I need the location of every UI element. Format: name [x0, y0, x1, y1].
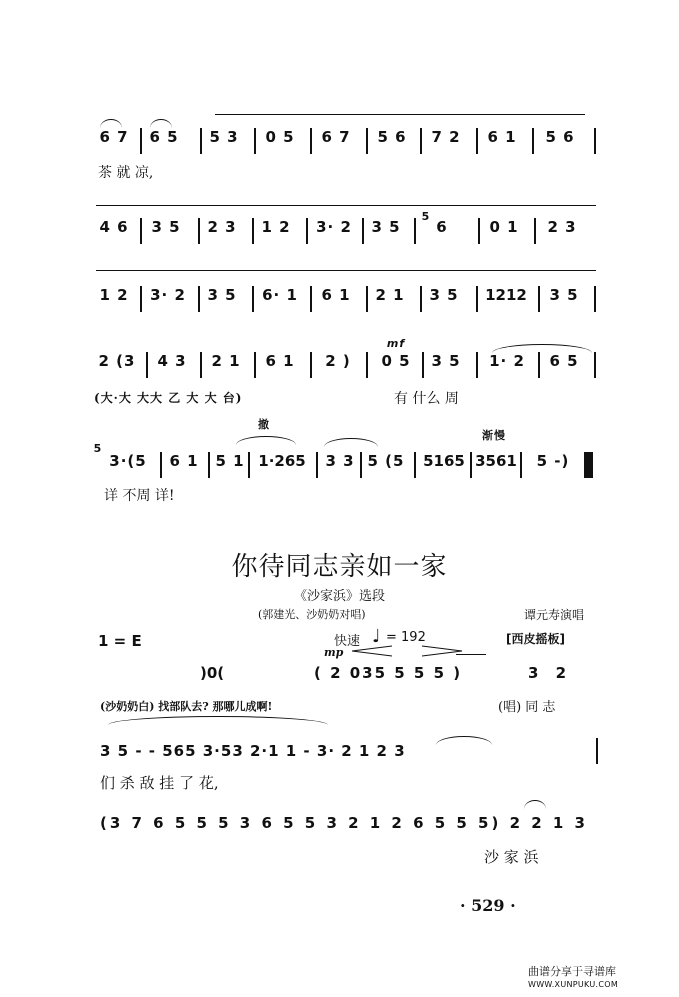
barline [140, 218, 142, 244]
mark-jianman: 渐慢 [482, 429, 506, 442]
tempo-label: 快速 [334, 634, 361, 649]
barline [532, 128, 534, 154]
barline [594, 128, 596, 154]
notation-row-5 [0, 442, 679, 476]
barline [248, 452, 250, 478]
measure: 5 (5 [367, 452, 405, 470]
barline [596, 738, 598, 764]
measure: 3 5 [429, 286, 459, 304]
slur-line [215, 114, 585, 115]
barline [422, 352, 424, 378]
barline [252, 286, 254, 312]
barline [520, 452, 522, 478]
barline [310, 286, 312, 312]
measure: 5 6 [545, 128, 575, 146]
barline [366, 286, 368, 312]
barline [420, 128, 422, 154]
barline [208, 452, 210, 478]
tempo-value: = 192 [386, 630, 426, 645]
barline [310, 128, 312, 154]
notation-row-1 [0, 128, 679, 152]
watermark-url: WWW.XUNPUKU.COM [528, 980, 619, 989]
measure: 0 5 [381, 352, 411, 370]
barline [252, 218, 254, 244]
barline [534, 218, 536, 244]
barline [476, 128, 478, 154]
barline [476, 286, 478, 312]
barline [362, 218, 364, 244]
measure: 1212 [485, 286, 527, 304]
barline [306, 218, 308, 244]
measure: 4 6 [99, 218, 129, 236]
intro-tail: 3 2 [528, 664, 573, 682]
notation-row-8: (3 7 6 5 5 5 3 6 5 5 3 2 1 2 6 5 5 5) 2 2 1 3 [100, 814, 588, 832]
key-signature: 1 = E [98, 632, 142, 650]
sing-marker: (唱) 同 志 [498, 700, 556, 715]
measure: 3 5 [371, 218, 401, 236]
measure: 3 5 [151, 218, 181, 236]
barline [198, 286, 200, 312]
bracket-line [456, 654, 486, 655]
measure: 6 7 [99, 128, 129, 146]
slur [100, 119, 122, 128]
measure: 6 1 [321, 286, 351, 304]
slur [108, 716, 328, 725]
slur [150, 119, 172, 128]
barline [140, 128, 142, 154]
measure: 3· 2 [150, 286, 186, 304]
barline [470, 452, 472, 478]
page-number: · 529 · [460, 896, 516, 915]
lyrics-row-4: 有 什么 周 [394, 391, 459, 407]
measure: 5 1 [215, 452, 245, 470]
slur [324, 438, 378, 447]
barline [200, 128, 202, 154]
barline [594, 352, 596, 378]
measure: 2 (3 [98, 352, 136, 370]
measure: 5 6 [377, 128, 407, 146]
piece-source: 《沙家浜》选段 [293, 589, 385, 604]
measure: 3· 2 [316, 218, 352, 236]
barline [420, 286, 422, 312]
spoken-line: (沙奶奶白) 找部队去? 那哪儿成啊! [100, 700, 273, 713]
measure: 6 1 [487, 128, 517, 146]
measure: 5165 [423, 452, 465, 470]
barline [146, 352, 148, 378]
measure: 3 5 [431, 352, 461, 370]
slur [236, 436, 296, 445]
measure: 0 1 [489, 218, 519, 236]
barline double [366, 352, 368, 378]
slur [436, 736, 492, 745]
measure: 1·265 [258, 452, 306, 470]
barline [198, 218, 200, 244]
measure: 2 3 [547, 218, 577, 236]
measure: 1 2 [261, 218, 291, 236]
crescendo-icon [352, 644, 472, 658]
measure: 2 1 [375, 286, 405, 304]
measure: 3561 [475, 452, 517, 470]
measure: 3 5 [207, 286, 237, 304]
barline [200, 352, 202, 378]
style-tag: [西皮摇板] [506, 632, 565, 646]
measure: 4 3 [157, 352, 187, 370]
intro-left: )0( [200, 664, 225, 682]
measure: 5 3 [209, 128, 239, 146]
barline [140, 286, 142, 312]
dynamic-mp: mp [324, 646, 344, 659]
measure: 0 5 [265, 128, 295, 146]
grace-note: 5 [421, 210, 431, 223]
lyrics-row-5: 详 不周 详! [104, 488, 175, 504]
mark-che: 撤 [258, 418, 270, 431]
measure: 5 -) [536, 452, 570, 470]
lyrics-row-1: 茶 就 凉, [98, 165, 154, 181]
final-barline [584, 452, 593, 478]
measure: 2 3 [207, 218, 237, 236]
lyrics-row-7: 们 杀 敌 挂 了 花, [100, 774, 219, 792]
site-watermark [528, 965, 618, 991]
watermark-text: 曲谱分享于寻谱库 [528, 965, 616, 978]
measure: 7 2 [431, 128, 461, 146]
percussion-lyrics: (大·大 大大 乙 大 大 台) [94, 391, 243, 405]
notation-row-7: 3 5 - - 565 3·53 2·1 1 - 3· 2 1 2 3 [100, 742, 406, 760]
barline [478, 218, 480, 244]
piece-singer: 谭元寿演唱 [524, 608, 585, 622]
barline [360, 452, 362, 478]
dynamic-mf: mf [386, 337, 406, 350]
barline [254, 352, 256, 378]
measure: 2 1 [211, 352, 241, 370]
staff-line [96, 270, 596, 271]
staff-line [96, 205, 596, 206]
notation-row-3 [0, 286, 679, 310]
measure: 6 [436, 218, 448, 236]
measure: 3 3 [325, 452, 355, 470]
piece-performers: (郭建光、沙奶奶对唱) [258, 608, 366, 621]
measure: 2 ) [325, 352, 351, 370]
measure: 6 5 [549, 352, 579, 370]
barline [594, 286, 596, 312]
lyrics-row-8: 沙 家 浜 [484, 848, 539, 866]
measure: 6 5 [149, 128, 179, 146]
barline [310, 352, 312, 378]
notation-row-4 [0, 352, 679, 376]
barline [538, 352, 540, 378]
measure: 3 5 [549, 286, 579, 304]
barline [366, 128, 368, 154]
barline [476, 352, 478, 378]
measure: 1 2 [99, 286, 129, 304]
slur [524, 800, 546, 809]
barline [414, 452, 416, 478]
tempo-note-icon: ♩ [372, 626, 381, 647]
measure: 6 1 [169, 452, 199, 470]
measure: 3·(5 [109, 452, 147, 470]
barline [160, 452, 162, 478]
intro-notes: ( 2 035 5 5 5 ) [314, 664, 463, 682]
barline [254, 128, 256, 154]
notation-row-2 [0, 210, 679, 242]
measure: 1· 2 [489, 352, 525, 370]
measure: 6 1 [265, 352, 295, 370]
grace-note: 5 [93, 442, 103, 455]
barline [538, 286, 540, 312]
measure: 6 7 [321, 128, 351, 146]
barline [414, 218, 416, 244]
piece-title: 你待同志亲如一家 [231, 552, 448, 582]
measure: 6· 1 [262, 286, 298, 304]
barline [316, 452, 318, 478]
